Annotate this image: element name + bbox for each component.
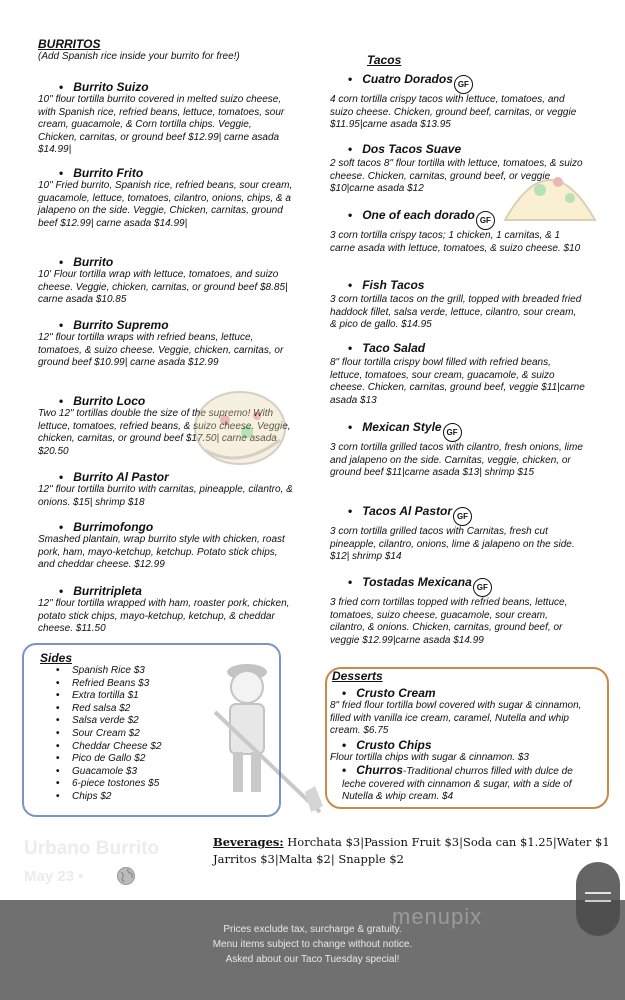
list-item: • Refried Beans $3 <box>44 678 162 691</box>
gluten-free-badge: GF <box>454 75 473 94</box>
burrito-item <box>38 166 293 230</box>
beverages-label: Beverages: <box>213 835 284 849</box>
burritos-heading: BURRITOS <box>38 37 101 51</box>
watermark-logo: menupix <box>392 904 483 929</box>
taco-desc: 3 corn tortilla tacos on the grill, topped with breaded fried haddock fillet, salsa verde, lettuce, cilantro, sour cream, & pico de gallo. $14.95 <box>330 294 582 330</box>
burrito-item <box>38 255 293 307</box>
dessert-desc: -Traditional churros filled with dulce de leche covered with cinnamon & sugar, with a side of Nutella & whip cream. $4 <box>342 766 573 802</box>
taco-item <box>330 418 585 480</box>
taco-item <box>330 276 585 332</box>
burrito-item <box>38 584 293 636</box>
list-item: • Spanish Rice $3 <box>44 665 162 678</box>
beverages-section <box>213 834 613 868</box>
list-item: • Sour Cream $2 <box>44 728 162 741</box>
burrito-name: • Burrito Loco <box>38 394 293 408</box>
scroll-handle[interactable] <box>576 862 620 936</box>
taco-item <box>330 339 585 407</box>
dessert-desc: Flour tortilla chips with sugar & cinnamon. $3 <box>330 751 529 763</box>
taco-item <box>330 502 585 564</box>
gluten-free-badge: GF <box>476 211 495 230</box>
list-item: • Red salsa $2 <box>44 703 162 716</box>
burritos-section <box>38 37 293 63</box>
burrito-mascot-illustration <box>185 380 295 475</box>
burrito-name: • Burrito Frito <box>38 166 293 180</box>
taco-desc: 8" flour tortilla crispy bowl filled with refried beans, lettuce, tomatoes, sour cream, guacamole, & suizo cheese. Chicken, carnitas, ground beef, veggie $11|carne asada $13 <box>330 357 585 406</box>
taco-desc: 3 fried corn tortillas topped with refried beans, lettuce, tomatoes, suizo cheese, guacamole, sour cream, cilantro, & onions. Chicken, carnitas, ground beef, or veggie $12.99|carne asada $14.99 <box>330 597 568 646</box>
handle-grip-line <box>585 892 611 894</box>
list-item: • Pico de Gallo $2 <box>44 753 162 766</box>
footer-line-2: Menu items subject to change without notice. <box>212 939 413 950</box>
business-name-overlay: Urbano Burrito <box>24 838 160 859</box>
footer-bar <box>0 900 625 1000</box>
burrito-desc: Two 12" tortillas double the size of the supremo! With lettuce, tomatoes, refried beans, & suizo cheese. Veggie, chicken, carnitas, or ground beef $17.50| carne asada $20.50 <box>38 408 291 457</box>
burrito-desc: 10' Flour tortilla wrap with lettuce, tomatoes, and suizo cheese. Veggie, chicken, carnitas, or ground beef $8.85| carne asada $10.85 <box>38 269 288 305</box>
taco-name: • Mexican Style <box>348 420 442 434</box>
burrito-item <box>38 470 293 509</box>
taco-name: • Tacos Al Pastor <box>348 504 452 518</box>
burrito-name: • Burrito Supremo <box>38 318 293 332</box>
list-item: • Guacamole $3 <box>44 766 162 779</box>
taco-name: • Dos Tacos Suave <box>348 142 461 156</box>
taco-item <box>330 573 585 647</box>
list-item: • Extra tortilla $1 <box>44 690 162 703</box>
burrito-name: • Burrito Suizo <box>38 80 293 94</box>
dessert-name: • Crusto Cream <box>330 686 595 700</box>
burrito-item <box>38 80 293 157</box>
burrito-desc: 12" flour tortilla wraps with refried beans, lettuce, tomatoes, & suizo cheese. Veggie, chicken, carnitas, or ground beef $10.99| carne asada $12.99 <box>38 332 284 368</box>
dessert-name: • Crusto Chips <box>330 738 595 752</box>
burrito-desc: 12" flour tortilla wrapped with ham, roaster pork, chicken, potato stick chips, mayo-ketchup, ketchup, & cheddar cheese. $11.50 <box>38 598 290 634</box>
taco-desc: 3 corn tortilla crispy tacos; 1 chicken, 1 carnitas, & 1 carne asada with lettuce, tomatoes, & suizo cheese. $10 <box>330 230 581 254</box>
burrito-desc: Smashed plantain, wrap burrito style with chicken, roast pork, ham, mayo-ketchup, ketchup. Potato stick chips, and cheddar cheese. $12.99 <box>38 534 285 570</box>
burrito-name: • Burrito Al Pastor <box>38 470 293 484</box>
taco-desc: 4 corn tortilla crispy tacos with lettuce, tomatoes, and suizo cheese. Chicken, ground beef, carnitas, or veggie $11.95|carne asada $13.95 <box>330 94 577 130</box>
gluten-free-badge: GF <box>453 507 472 526</box>
sides-heading: Sides <box>40 651 73 665</box>
list-item: • Salsa verde $2 <box>44 715 162 728</box>
taco-name: • One of each dorado <box>348 208 475 222</box>
burrito-desc: 12" flour tortilla burrito with carnitas, pineapple, cilantro, & onions. $15| shrimp $18 <box>38 484 293 508</box>
burrito-desc: 10" Fried burrito, Spanish rice, refried beans, sour cream, guacamole, lettuce, tomatoes, cilantro, onions, chips, & a jalapeno on the side. Veggie, Chicken, carnitas, ground beef $12.99| carne asada $14.99| <box>38 180 293 229</box>
burritos-note: (Add Spanish rice inside your burrito for free!) <box>38 51 240 62</box>
taco-illustration <box>500 150 600 230</box>
taco-name: • Cuatro Dorados <box>348 72 453 86</box>
burrito-item <box>38 318 293 370</box>
taco-desc: 2 soft tacos 8" flour tortilla with lettuce, tomatoes, & suizo cheese. Chicken, carnitas, ground beef, or veggie $10|carne asada $12 <box>330 158 583 194</box>
taco-name: • Fish Tacos <box>348 278 424 292</box>
burrito-desc: 10" flour tortilla burrito covered in melted suizo cheese, with Spanish rice, refried beans, lettuce, tomatoes, sour cream, guacamole, & Corn tortilla chips. Veggie, Chicken, carnitas, or ground beef $12.99| carne asada $14.99| <box>38 94 285 155</box>
gluten-free-badge: GF <box>473 578 492 597</box>
footer-line-3: Asked about our Taco Tuesday special! <box>225 954 400 965</box>
chef-mascot-illustration <box>195 652 330 817</box>
burrito-name: • Burrimofongo <box>38 520 293 534</box>
beverages-line-2: Jarritos $3|Malta $2| Snapple $2 <box>213 852 404 866</box>
dessert-desc: 8" fried flour tortilla bowl covered with sugar & cinnamon, filled with vanilla ice cream, caramel, Nutella and whip cream. $6.75 <box>330 700 582 736</box>
taco-name: • Tostadas Mexicana <box>348 575 472 589</box>
globe-icon[interactable] <box>116 866 136 886</box>
burrito-name: • Burritripleta <box>38 584 293 598</box>
list-item: • Cheddar Cheese $2 <box>44 741 162 754</box>
taco-desc: 3 corn tortilla grilled tacos with Carnitas, fresh cut pineapple, cilantro, onions, lime & jalapeno on the side. $12| shrimp $14 <box>330 526 575 562</box>
desserts-heading: Desserts <box>332 669 383 683</box>
dessert-name: • Churros <box>342 763 403 777</box>
beverages-line-1: Horchata $3|Passion Fruit $3|Soda can $1.25|Water $1 <box>287 835 610 849</box>
taco-name: • Taco Salad <box>348 341 425 355</box>
desserts-box <box>325 667 609 809</box>
handle-grip-line <box>585 900 611 902</box>
burrito-name: • Burrito <box>38 255 293 269</box>
footer-line-1: Prices exclude tax, surcharge & gratuity. <box>223 924 402 935</box>
list-item: • Chips $2 <box>44 791 162 804</box>
tacos-heading: Tacos <box>367 53 402 67</box>
taco-desc: 3 corn tortilla grilled tacos with cilantro, fresh onions, lime and jalapeno on the side. Carnitas, veggie, chicken, or ground beef $11|carne asada $13| shrimp $15 <box>330 442 583 478</box>
sides-list <box>44 665 162 804</box>
taco-item <box>330 70 585 132</box>
burrito-item <box>38 520 293 572</box>
gluten-free-badge: GF <box>443 423 462 442</box>
date-overlay: May 23 • <box>24 868 84 885</box>
list-item: • 6-piece tostones $5 <box>44 778 162 791</box>
